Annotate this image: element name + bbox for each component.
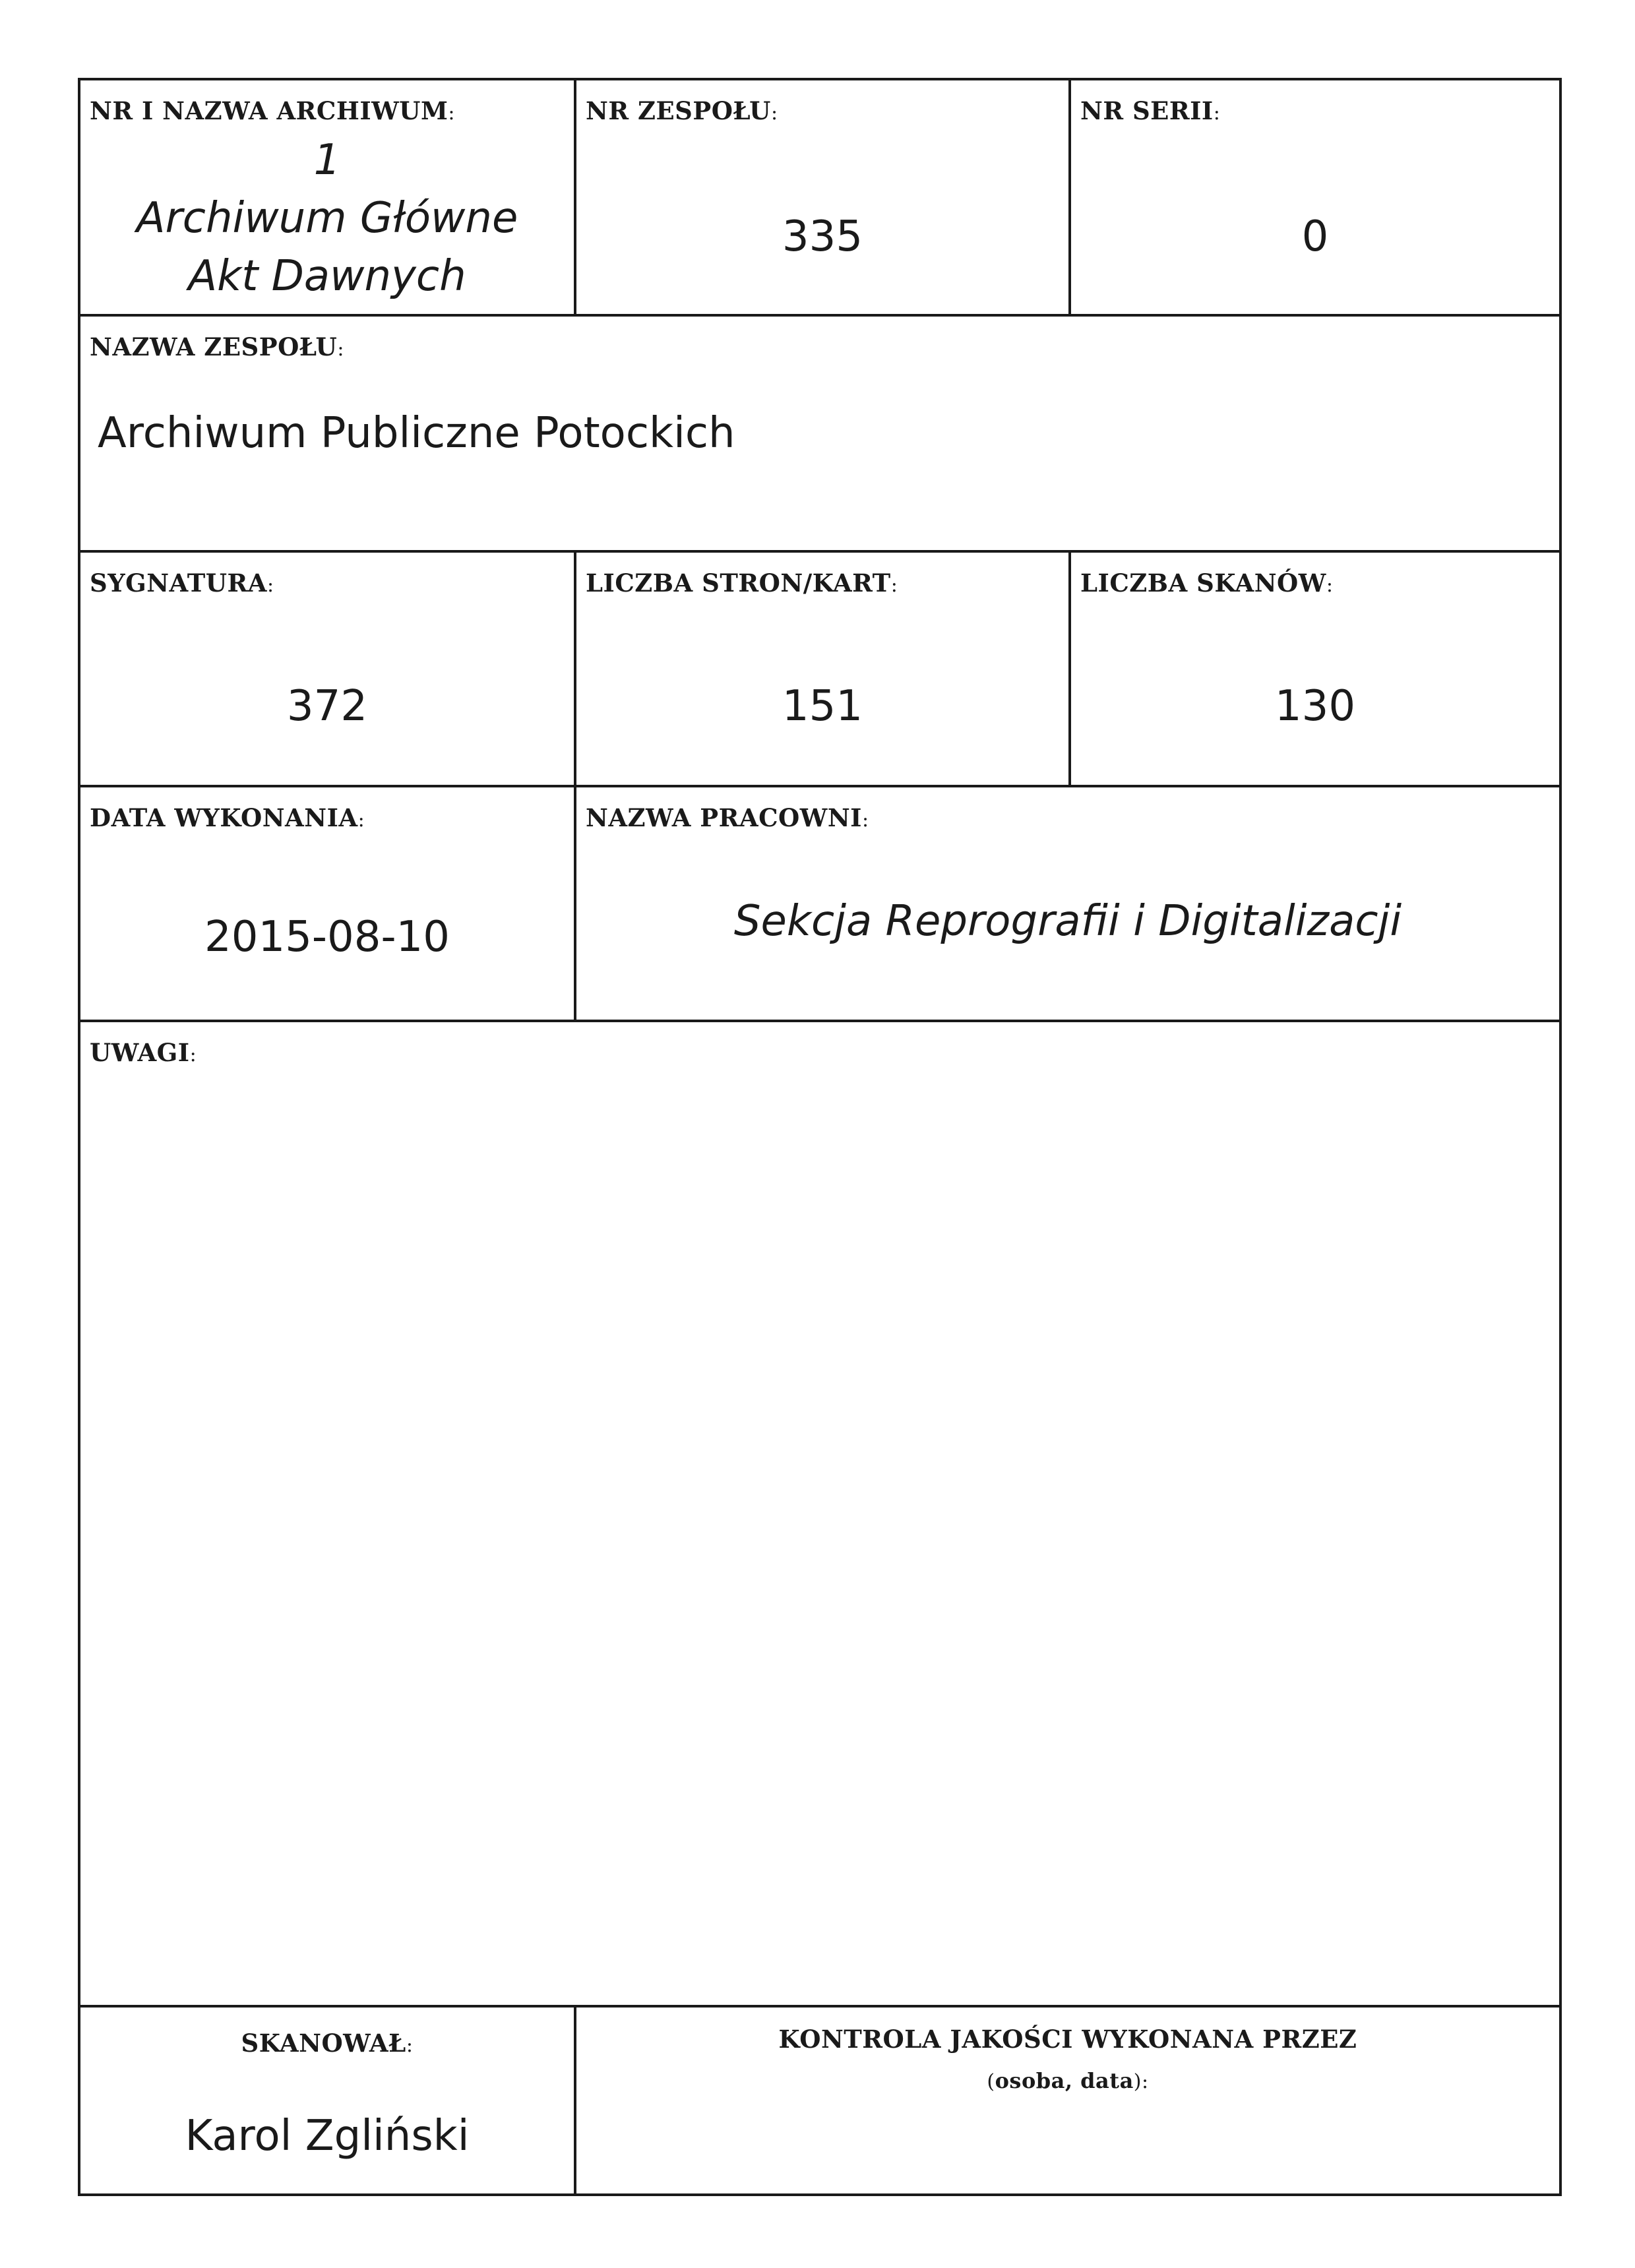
series-number-cell	[1071, 80, 1559, 314]
quality-control-label: KONTROLA JAKOŚCI WYKONANA PRZEZ	[778, 2025, 1357, 2054]
signature-value: 372	[286, 682, 368, 731]
archive-label: NR I NAZWA ARCHIWUM:	[90, 96, 456, 125]
scanned-by-label: SKANOWAŁ:	[241, 2029, 414, 2058]
date-label: DATA WYKONANIA:	[90, 803, 365, 832]
fond-name-label: NAZWA ZESPOŁU:	[90, 332, 344, 361]
fond-number-value: 335	[782, 212, 863, 261]
date-value: 2015-08-10	[204, 913, 450, 962]
page-count-cell	[576, 553, 1068, 785]
scanned-by-cell	[80, 2007, 574, 2196]
signature-cell	[80, 553, 574, 785]
notes-label: UWAGI:	[90, 1038, 197, 1067]
series-number-label: NR SERII:	[1080, 96, 1221, 125]
quality-control-sublabel: (osoba, data):	[987, 2068, 1149, 2093]
scanned-by-value: Karol Zgliński	[185, 2112, 470, 2161]
archive-number: 1	[313, 136, 341, 185]
scan-count-cell	[1071, 553, 1559, 785]
scan-count-label: LICZBA SKANÓW:	[1080, 568, 1334, 598]
archive-name-line2: Akt Dawnych	[188, 252, 466, 301]
signature-label: SYGNATURA:	[90, 568, 274, 598]
date-cell	[80, 787, 574, 1020]
page-count-value: 151	[782, 682, 863, 731]
page-count-label: LICZBA STRON/KART:	[586, 568, 898, 598]
notes-cell	[80, 1022, 1559, 2005]
quality-control-cell	[576, 2007, 1559, 2196]
workshop-label: NAZWA PRACOWNI:	[586, 803, 869, 832]
scan-count-value: 130	[1274, 682, 1356, 731]
fond-number-cell	[576, 80, 1068, 314]
workshop-cell	[576, 787, 1559, 1020]
fond-name-value: Archiwum Publiczne Potockich	[98, 409, 735, 458]
scan-metadata-form	[78, 78, 1562, 2196]
archive-name-line1: Archiwum Główne	[136, 194, 518, 243]
fond-number-label: NR ZESPOŁU:	[586, 96, 778, 125]
workshop-value: Sekcja Reprografii i Digitalizacji	[733, 897, 1402, 946]
fond-name-cell	[80, 317, 1559, 550]
archive-cell	[80, 80, 574, 314]
series-number-value: 0	[1301, 212, 1329, 261]
